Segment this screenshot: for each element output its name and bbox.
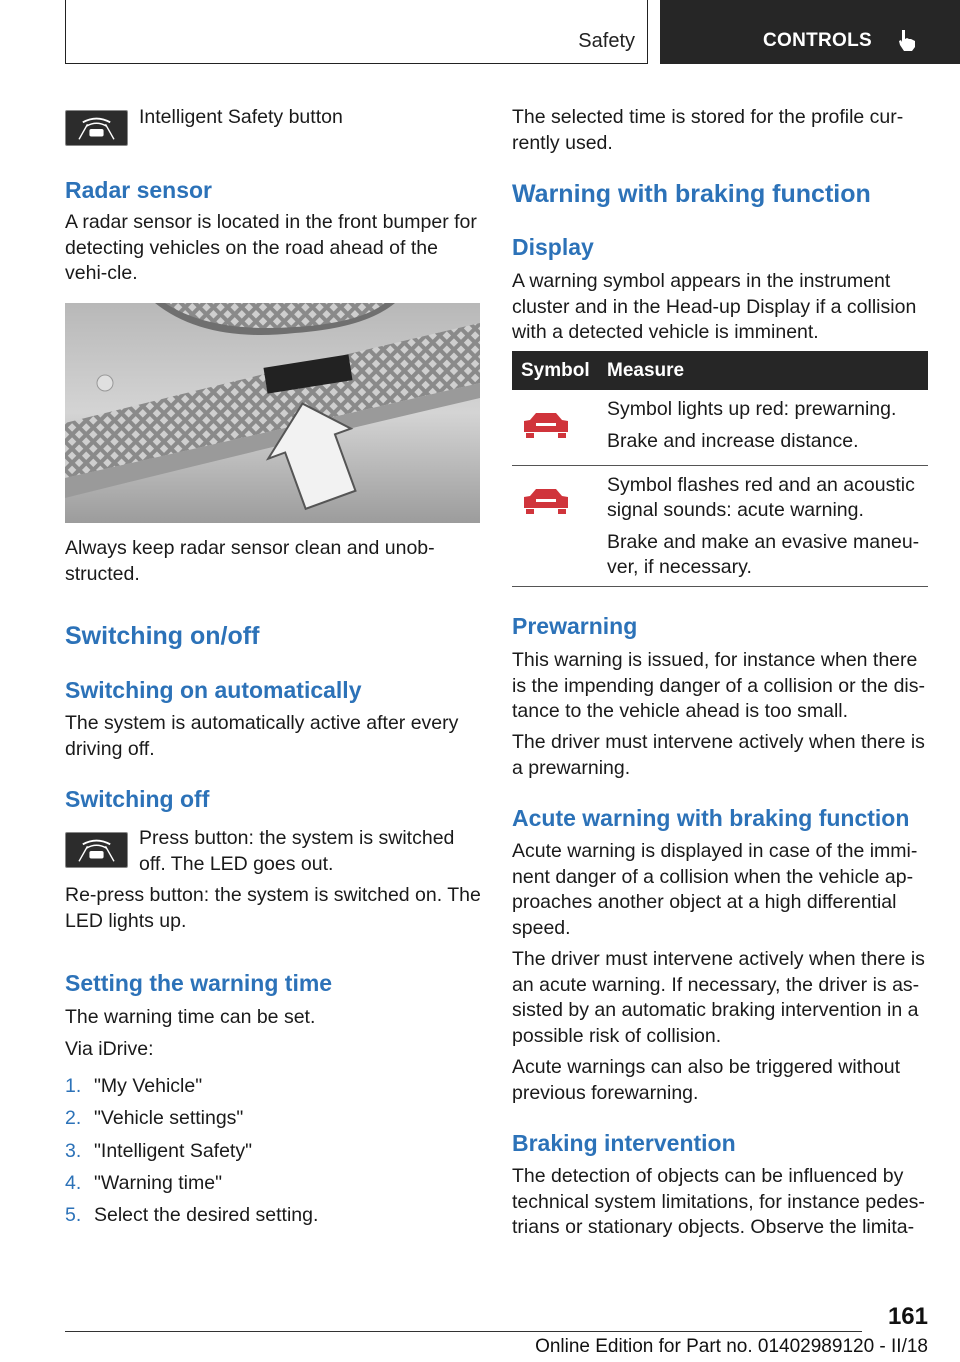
footer-divider bbox=[65, 1331, 862, 1332]
list-number: 3. bbox=[65, 1140, 82, 1162]
list-text: Select the desired setting. bbox=[94, 1204, 319, 1226]
car-warning-icon bbox=[522, 486, 570, 516]
footer-edition: Online Edition for Part no. 01402989120 - II/18 bbox=[535, 1336, 928, 1357]
column-header-symbol: Symbol bbox=[521, 360, 590, 381]
off-heading: Switching off bbox=[65, 786, 210, 812]
intervention-heading: Braking intervention bbox=[512, 1130, 736, 1156]
header-frame bbox=[65, 0, 648, 64]
auto-text: The system is automatically active after every driving off. bbox=[65, 712, 459, 760]
section-title: Safety bbox=[578, 30, 635, 52]
table-row bbox=[512, 466, 928, 587]
acute-text-2: The driver must intervene actively when there is an acute warning. If necessary, the driver is as-sisted by an automatic braking intervention in a possible risk of collision. bbox=[512, 948, 925, 1047]
acute-heading: Acute warning with braking function bbox=[512, 805, 910, 831]
photo-caption: Always keep radar sensor clean and unob-structed. bbox=[65, 537, 435, 585]
pointing-hand-icon bbox=[896, 28, 918, 52]
column-header-measure: Measure bbox=[607, 360, 685, 381]
intelligent-safety-button-icon bbox=[65, 110, 128, 146]
list-number: 2. bbox=[65, 1107, 82, 1129]
list-number: 4. bbox=[65, 1172, 82, 1194]
car-warning-icon bbox=[522, 410, 570, 440]
prewarning-text: This warning is issued, for instance when there is the impending danger of a collision or the dis-tance to the vehicle ahead is too small. bbox=[512, 649, 925, 722]
acute-text-3: Acute warnings can also be triggered without previous forewarning. bbox=[512, 1056, 901, 1104]
measure-line: Symbol flashes red and an acoustic signal sounds: acute warning. bbox=[607, 474, 915, 521]
display-text: A warning symbol appears in the instrument cluster and in the Head-up Display if a collision with a detected vehicle is imminent. bbox=[512, 270, 917, 343]
display-heading: Display bbox=[512, 234, 594, 260]
acute-text: Acute warning is displayed in case of the immi-nent danger of a collision when the vehicle ap-proaches another object at a high differential speed. bbox=[512, 840, 918, 939]
list-text: "Warning time" bbox=[94, 1172, 222, 1194]
list-text: "Intelligent Safety" bbox=[94, 1140, 253, 1162]
intervention-text: The detection of objects can be influenced by technical system limitations, for instance pedes-trians or stationary objects. Observe the limita- bbox=[512, 1165, 925, 1238]
radar-sensor-photo bbox=[65, 303, 480, 523]
repress-text: Re-press button: the system is switched on. The LED lights up. bbox=[65, 884, 481, 932]
intelligent-safety-button-icon bbox=[65, 832, 128, 868]
via-idrive-text: Via iDrive: bbox=[65, 1038, 154, 1060]
measure-line: Symbol lights up red: prewarning. bbox=[607, 398, 897, 420]
radar-text: A radar sensor is located in the front bumper for detecting vehicles on the road ahead of the vehi-cle. bbox=[65, 211, 477, 284]
list-text: "Vehicle settings" bbox=[94, 1107, 244, 1129]
braking-heading: Warning with braking function bbox=[512, 180, 871, 208]
measure-line: Brake and increase distance. bbox=[607, 430, 859, 452]
auto-heading: Switching on automatically bbox=[65, 677, 362, 703]
table-header bbox=[512, 351, 928, 390]
page-number: 161 bbox=[887, 1303, 928, 1330]
prewarning-heading: Prewarning bbox=[512, 613, 638, 639]
list-number: 5. bbox=[65, 1204, 82, 1226]
radar-heading: Radar sensor bbox=[65, 177, 213, 203]
warning-time-text: The warning time can be set. bbox=[65, 1006, 316, 1028]
stored-text: The selected time is stored for the profile cur-rently used. bbox=[512, 106, 904, 154]
list-text: "My Vehicle" bbox=[94, 1075, 203, 1097]
icon-caption: Intelligent Safety button bbox=[139, 106, 343, 128]
list-number: 1. bbox=[65, 1075, 82, 1097]
prewarning-text-2: The driver must intervene actively when there is a prewarning. bbox=[512, 731, 925, 779]
chapter-tab[interactable] bbox=[660, 0, 960, 64]
off-icon-text: Press button: the system is switched off. The LED goes out. bbox=[139, 827, 455, 875]
warning-time-heading: Setting the warning time bbox=[65, 970, 333, 996]
switching-heading: Switching on/off bbox=[65, 622, 260, 650]
table-row bbox=[512, 390, 928, 466]
measure-line: Brake and make an evasive maneu-ver, if necessary. bbox=[607, 531, 920, 578]
chapter-tab-label: CONTROLS bbox=[763, 30, 873, 51]
